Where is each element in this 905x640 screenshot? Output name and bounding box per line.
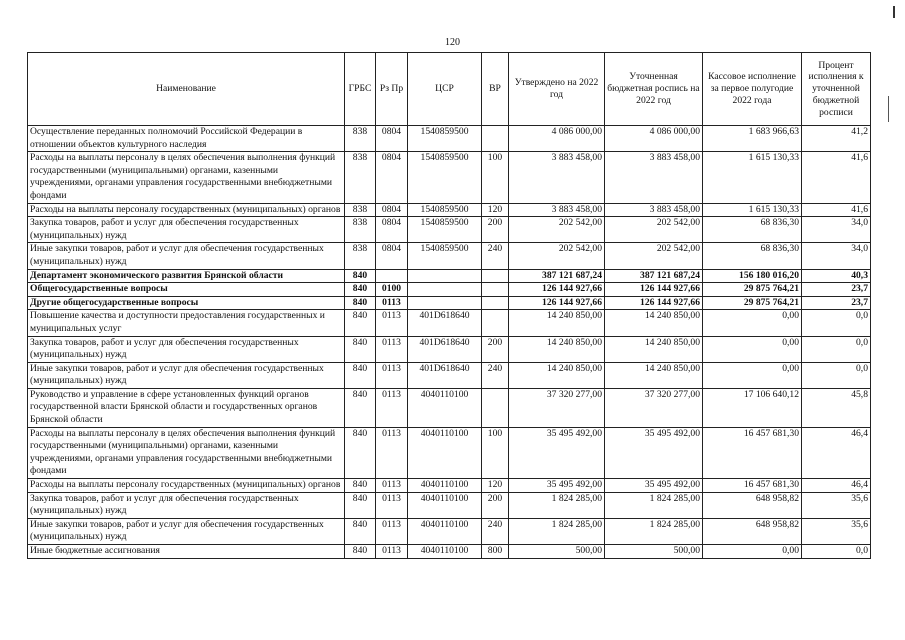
row-rzpr-cell: 0113 (376, 362, 408, 388)
row-rzpr-cell: 0113 (376, 545, 408, 559)
row-rzpr-cell: 0804 (376, 203, 408, 217)
row-csr-cell: 1540859500 (408, 217, 482, 243)
budget-execution-table (27, 52, 871, 559)
row-name-cell: Расходы на выплаты персоналу государственных (муниципальных) органов (28, 203, 345, 217)
row-rzpr-cell: 0113 (376, 310, 408, 336)
row-approved-cell: 14 240 850,00 (509, 362, 605, 388)
table-row (28, 336, 871, 362)
row-name-cell: Иные бюджетные ассигнования (28, 545, 345, 559)
row-refined-cell: 202 542,00 (605, 217, 703, 243)
table-row (28, 310, 871, 336)
row-cash-cell: 17 106 640,12 (703, 388, 802, 427)
row-approved-cell: 1 824 285,00 (509, 492, 605, 518)
row-csr-cell (408, 296, 482, 310)
row-cash-cell: 29 875 764,21 (703, 283, 802, 297)
table-row (28, 362, 871, 388)
row-csr-cell: 4040110100 (408, 492, 482, 518)
row-cash-cell: 1 683 966,63 (703, 126, 802, 152)
row-rzpr-cell: 0113 (376, 479, 408, 493)
row-rzpr-cell: 0113 (376, 296, 408, 310)
row-cash-cell: 0,00 (703, 310, 802, 336)
row-cash-cell: 0,00 (703, 362, 802, 388)
row-csr-cell (408, 269, 482, 283)
row-percent-cell: 23,7 (802, 283, 871, 297)
row-vr-cell: 240 (482, 243, 509, 269)
table-row (28, 283, 871, 297)
table-row (28, 518, 871, 544)
table-row (28, 388, 871, 427)
row-name-cell: Закупка товаров, работ и услуг для обеспечения государственных (муниципальных) нужд (28, 492, 345, 518)
row-csr-cell (408, 283, 482, 297)
row-approved-cell: 14 240 850,00 (509, 310, 605, 336)
row-rzpr-cell (376, 269, 408, 283)
row-name-cell: Иные закупки товаров, работ и услуг для обеспечения государственных (муниципальных) нужд (28, 243, 345, 269)
row-percent-cell: 34,0 (802, 217, 871, 243)
row-rzpr-cell: 0113 (376, 492, 408, 518)
row-name-cell: Иные закупки товаров, работ и услуг для обеспечения государственных (муниципальных) нужд (28, 518, 345, 544)
row-name-cell: Закупка товаров, работ и услуг для обеспечения государственных (муниципальных) нужд (28, 217, 345, 243)
row-name-cell: Закупка товаров, работ и услуг для обеспечения государственных (муниципальных) нужд (28, 336, 345, 362)
row-rzpr-cell: 0804 (376, 217, 408, 243)
row-refined-cell: 1 824 285,00 (605, 518, 703, 544)
row-name-cell: Повышение качества и доступности предоставления государственных и муниципальных услуг (28, 310, 345, 336)
table-row (28, 296, 871, 310)
row-percent-cell: 35,6 (802, 518, 871, 544)
row-rzpr-cell: 0804 (376, 126, 408, 152)
row-name-cell: Иные закупки товаров, работ и услуг для обеспечения государственных (муниципальных) нужд (28, 362, 345, 388)
row-rzpr-cell: 0113 (376, 518, 408, 544)
header-cash: Кассовое исполнение за первое полугодие 2022 года (703, 53, 802, 126)
header-rzpr: Рз Пр (376, 53, 408, 126)
row-approved-cell: 3 883 458,00 (509, 203, 605, 217)
row-percent-cell: 34,0 (802, 243, 871, 269)
row-vr-cell: 800 (482, 545, 509, 559)
row-name-cell: Расходы на выплаты персоналу в целях обеспечения выполнения функций государственными (муниципальными) органами, казенными учреждениями, органами управления государственными внебюджетными фондами (28, 152, 345, 203)
row-refined-cell: 35 495 492,00 (605, 479, 703, 493)
row-approved-cell: 4 086 000,00 (509, 126, 605, 152)
row-percent-cell: 41,6 (802, 152, 871, 203)
row-refined-cell: 4 086 000,00 (605, 126, 703, 152)
row-grbs-cell: 840 (345, 545, 376, 559)
row-grbs-cell: 840 (345, 336, 376, 362)
row-grbs-cell: 840 (345, 296, 376, 310)
table-row (28, 492, 871, 518)
row-vr-cell (482, 126, 509, 152)
row-cash-cell: 29 875 764,21 (703, 296, 802, 310)
row-vr-cell: 240 (482, 362, 509, 388)
row-grbs-cell: 840 (345, 269, 376, 283)
table-row (28, 217, 871, 243)
row-approved-cell: 37 320 277,00 (509, 388, 605, 427)
row-refined-cell: 1 824 285,00 (605, 492, 703, 518)
row-rzpr-cell: 0100 (376, 283, 408, 297)
row-csr-cell: 1540859500 (408, 243, 482, 269)
row-grbs-cell: 838 (345, 203, 376, 217)
row-cash-cell: 1 615 130,33 (703, 152, 802, 203)
header-refined: Уточненная бюджетная роспись на 2022 год (605, 53, 703, 126)
table-row (28, 269, 871, 283)
row-refined-cell: 35 495 492,00 (605, 427, 703, 478)
row-percent-cell: 0,0 (802, 310, 871, 336)
table-row (28, 243, 871, 269)
row-grbs-cell: 838 (345, 126, 376, 152)
row-rzpr-cell: 0113 (376, 336, 408, 362)
row-cash-cell: 156 180 016,20 (703, 269, 802, 283)
row-refined-cell: 37 320 277,00 (605, 388, 703, 427)
table-row (28, 479, 871, 493)
row-grbs-cell: 840 (345, 362, 376, 388)
row-csr-cell: 4040110100 (408, 545, 482, 559)
row-csr-cell: 1540859500 (408, 203, 482, 217)
row-vr-cell (482, 310, 509, 336)
row-vr-cell: 100 (482, 427, 509, 478)
row-cash-cell: 0,00 (703, 336, 802, 362)
row-approved-cell: 202 542,00 (509, 243, 605, 269)
header-grbs: ГРБС (345, 53, 376, 126)
row-cash-cell: 648 958,82 (703, 518, 802, 544)
row-rzpr-cell: 0804 (376, 152, 408, 203)
row-vr-cell: 240 (482, 518, 509, 544)
row-refined-cell: 387 121 687,24 (605, 269, 703, 283)
row-refined-cell: 14 240 850,00 (605, 336, 703, 362)
row-refined-cell: 14 240 850,00 (605, 310, 703, 336)
row-cash-cell: 648 958,82 (703, 492, 802, 518)
row-refined-cell: 3 883 458,00 (605, 203, 703, 217)
row-approved-cell: 202 542,00 (509, 217, 605, 243)
table-row (28, 427, 871, 478)
row-cash-cell: 16 457 681,30 (703, 479, 802, 493)
row-percent-cell: 46,4 (802, 479, 871, 493)
row-name-cell: Осуществление переданных полномочий Российской Федерации в отношении объектов культурного наследия (28, 126, 345, 152)
scan-edge-mark (893, 6, 895, 18)
row-rzpr-cell: 0804 (376, 243, 408, 269)
row-name-cell: Расходы на выплаты персоналу в целях обеспечения выполнения функций государственными (муниципальными) органами, казенными учреждениями, органами управления государственными внебюджетными фондами (28, 427, 345, 478)
row-percent-cell: 0,0 (802, 362, 871, 388)
header-name: Наименование (28, 53, 345, 126)
row-refined-cell: 3 883 458,00 (605, 152, 703, 203)
header-csr: ЦСР (408, 53, 482, 126)
row-rzpr-cell: 0113 (376, 388, 408, 427)
table-row (28, 152, 871, 203)
row-vr-cell: 200 (482, 492, 509, 518)
row-percent-cell: 0,0 (802, 545, 871, 559)
row-approved-cell: 35 495 492,00 (509, 479, 605, 493)
table-header-row (28, 53, 871, 126)
row-approved-cell: 387 121 687,24 (509, 269, 605, 283)
row-csr-cell: 401D618640 (408, 310, 482, 336)
row-cash-cell: 1 615 130,33 (703, 203, 802, 217)
table-row (28, 203, 871, 217)
row-refined-cell: 500,00 (605, 545, 703, 559)
row-refined-cell: 126 144 927,66 (605, 283, 703, 297)
row-csr-cell: 4040110100 (408, 479, 482, 493)
row-refined-cell: 14 240 850,00 (605, 362, 703, 388)
row-percent-cell: 35,6 (802, 492, 871, 518)
row-vr-cell (482, 388, 509, 427)
row-vr-cell: 120 (482, 479, 509, 493)
row-cash-cell: 68 836,30 (703, 243, 802, 269)
row-csr-cell: 4040110100 (408, 518, 482, 544)
row-vr-cell: 100 (482, 152, 509, 203)
header-approved: Утверждено на 2022 год (509, 53, 605, 126)
page-number: 120 (445, 37, 460, 48)
row-name-cell: Департамент экономического развития Брянской области (28, 269, 345, 283)
row-csr-cell: 401D618640 (408, 362, 482, 388)
row-name-cell: Расходы на выплаты персоналу государственных (муниципальных) органов (28, 479, 345, 493)
row-approved-cell: 126 144 927,66 (509, 283, 605, 297)
table-body (28, 126, 871, 559)
row-grbs-cell: 840 (345, 283, 376, 297)
row-approved-cell: 35 495 492,00 (509, 427, 605, 478)
row-grbs-cell: 840 (345, 479, 376, 493)
row-grbs-cell: 838 (345, 152, 376, 203)
row-refined-cell: 202 542,00 (605, 243, 703, 269)
header-vr: ВР (482, 53, 509, 126)
row-grbs-cell: 838 (345, 243, 376, 269)
header-percent: Процент исполнения к уточненной бюджетной росписи (802, 53, 871, 126)
row-csr-cell: 1540859500 (408, 152, 482, 203)
row-csr-cell: 4040110100 (408, 388, 482, 427)
row-refined-cell: 126 144 927,66 (605, 296, 703, 310)
scan-edge-mark (888, 96, 889, 122)
row-vr-cell: 120 (482, 203, 509, 217)
row-csr-cell: 1540859500 (408, 126, 482, 152)
table-row (28, 126, 871, 152)
row-approved-cell: 3 883 458,00 (509, 152, 605, 203)
row-name-cell: Другие общегосударственные вопросы (28, 296, 345, 310)
row-approved-cell: 1 824 285,00 (509, 518, 605, 544)
row-percent-cell: 41,6 (802, 203, 871, 217)
row-percent-cell: 46,4 (802, 427, 871, 478)
row-cash-cell: 68 836,30 (703, 217, 802, 243)
row-grbs-cell: 840 (345, 492, 376, 518)
row-percent-cell: 40,3 (802, 269, 871, 283)
row-percent-cell: 0,0 (802, 336, 871, 362)
row-name-cell: Руководство и управление в сфере установленных функций органов государственной власти Брянской области и государственных органов Брянской области (28, 388, 345, 427)
row-percent-cell: 23,7 (802, 296, 871, 310)
row-name-cell: Общегосударственные вопросы (28, 283, 345, 297)
row-csr-cell: 4040110100 (408, 427, 482, 478)
row-grbs-cell: 840 (345, 310, 376, 336)
row-vr-cell: 200 (482, 336, 509, 362)
row-percent-cell: 41,2 (802, 126, 871, 152)
row-vr-cell (482, 269, 509, 283)
row-grbs-cell: 838 (345, 217, 376, 243)
row-percent-cell: 45,8 (802, 388, 871, 427)
row-cash-cell: 16 457 681,30 (703, 427, 802, 478)
row-vr-cell: 200 (482, 217, 509, 243)
table-row (28, 545, 871, 559)
row-vr-cell (482, 283, 509, 297)
row-cash-cell: 0,00 (703, 545, 802, 559)
row-csr-cell: 401D618640 (408, 336, 482, 362)
row-grbs-cell: 840 (345, 388, 376, 427)
row-rzpr-cell: 0113 (376, 427, 408, 478)
row-grbs-cell: 840 (345, 518, 376, 544)
row-approved-cell: 500,00 (509, 545, 605, 559)
row-approved-cell: 126 144 927,66 (509, 296, 605, 310)
row-vr-cell (482, 296, 509, 310)
row-approved-cell: 14 240 850,00 (509, 336, 605, 362)
row-grbs-cell: 840 (345, 427, 376, 478)
